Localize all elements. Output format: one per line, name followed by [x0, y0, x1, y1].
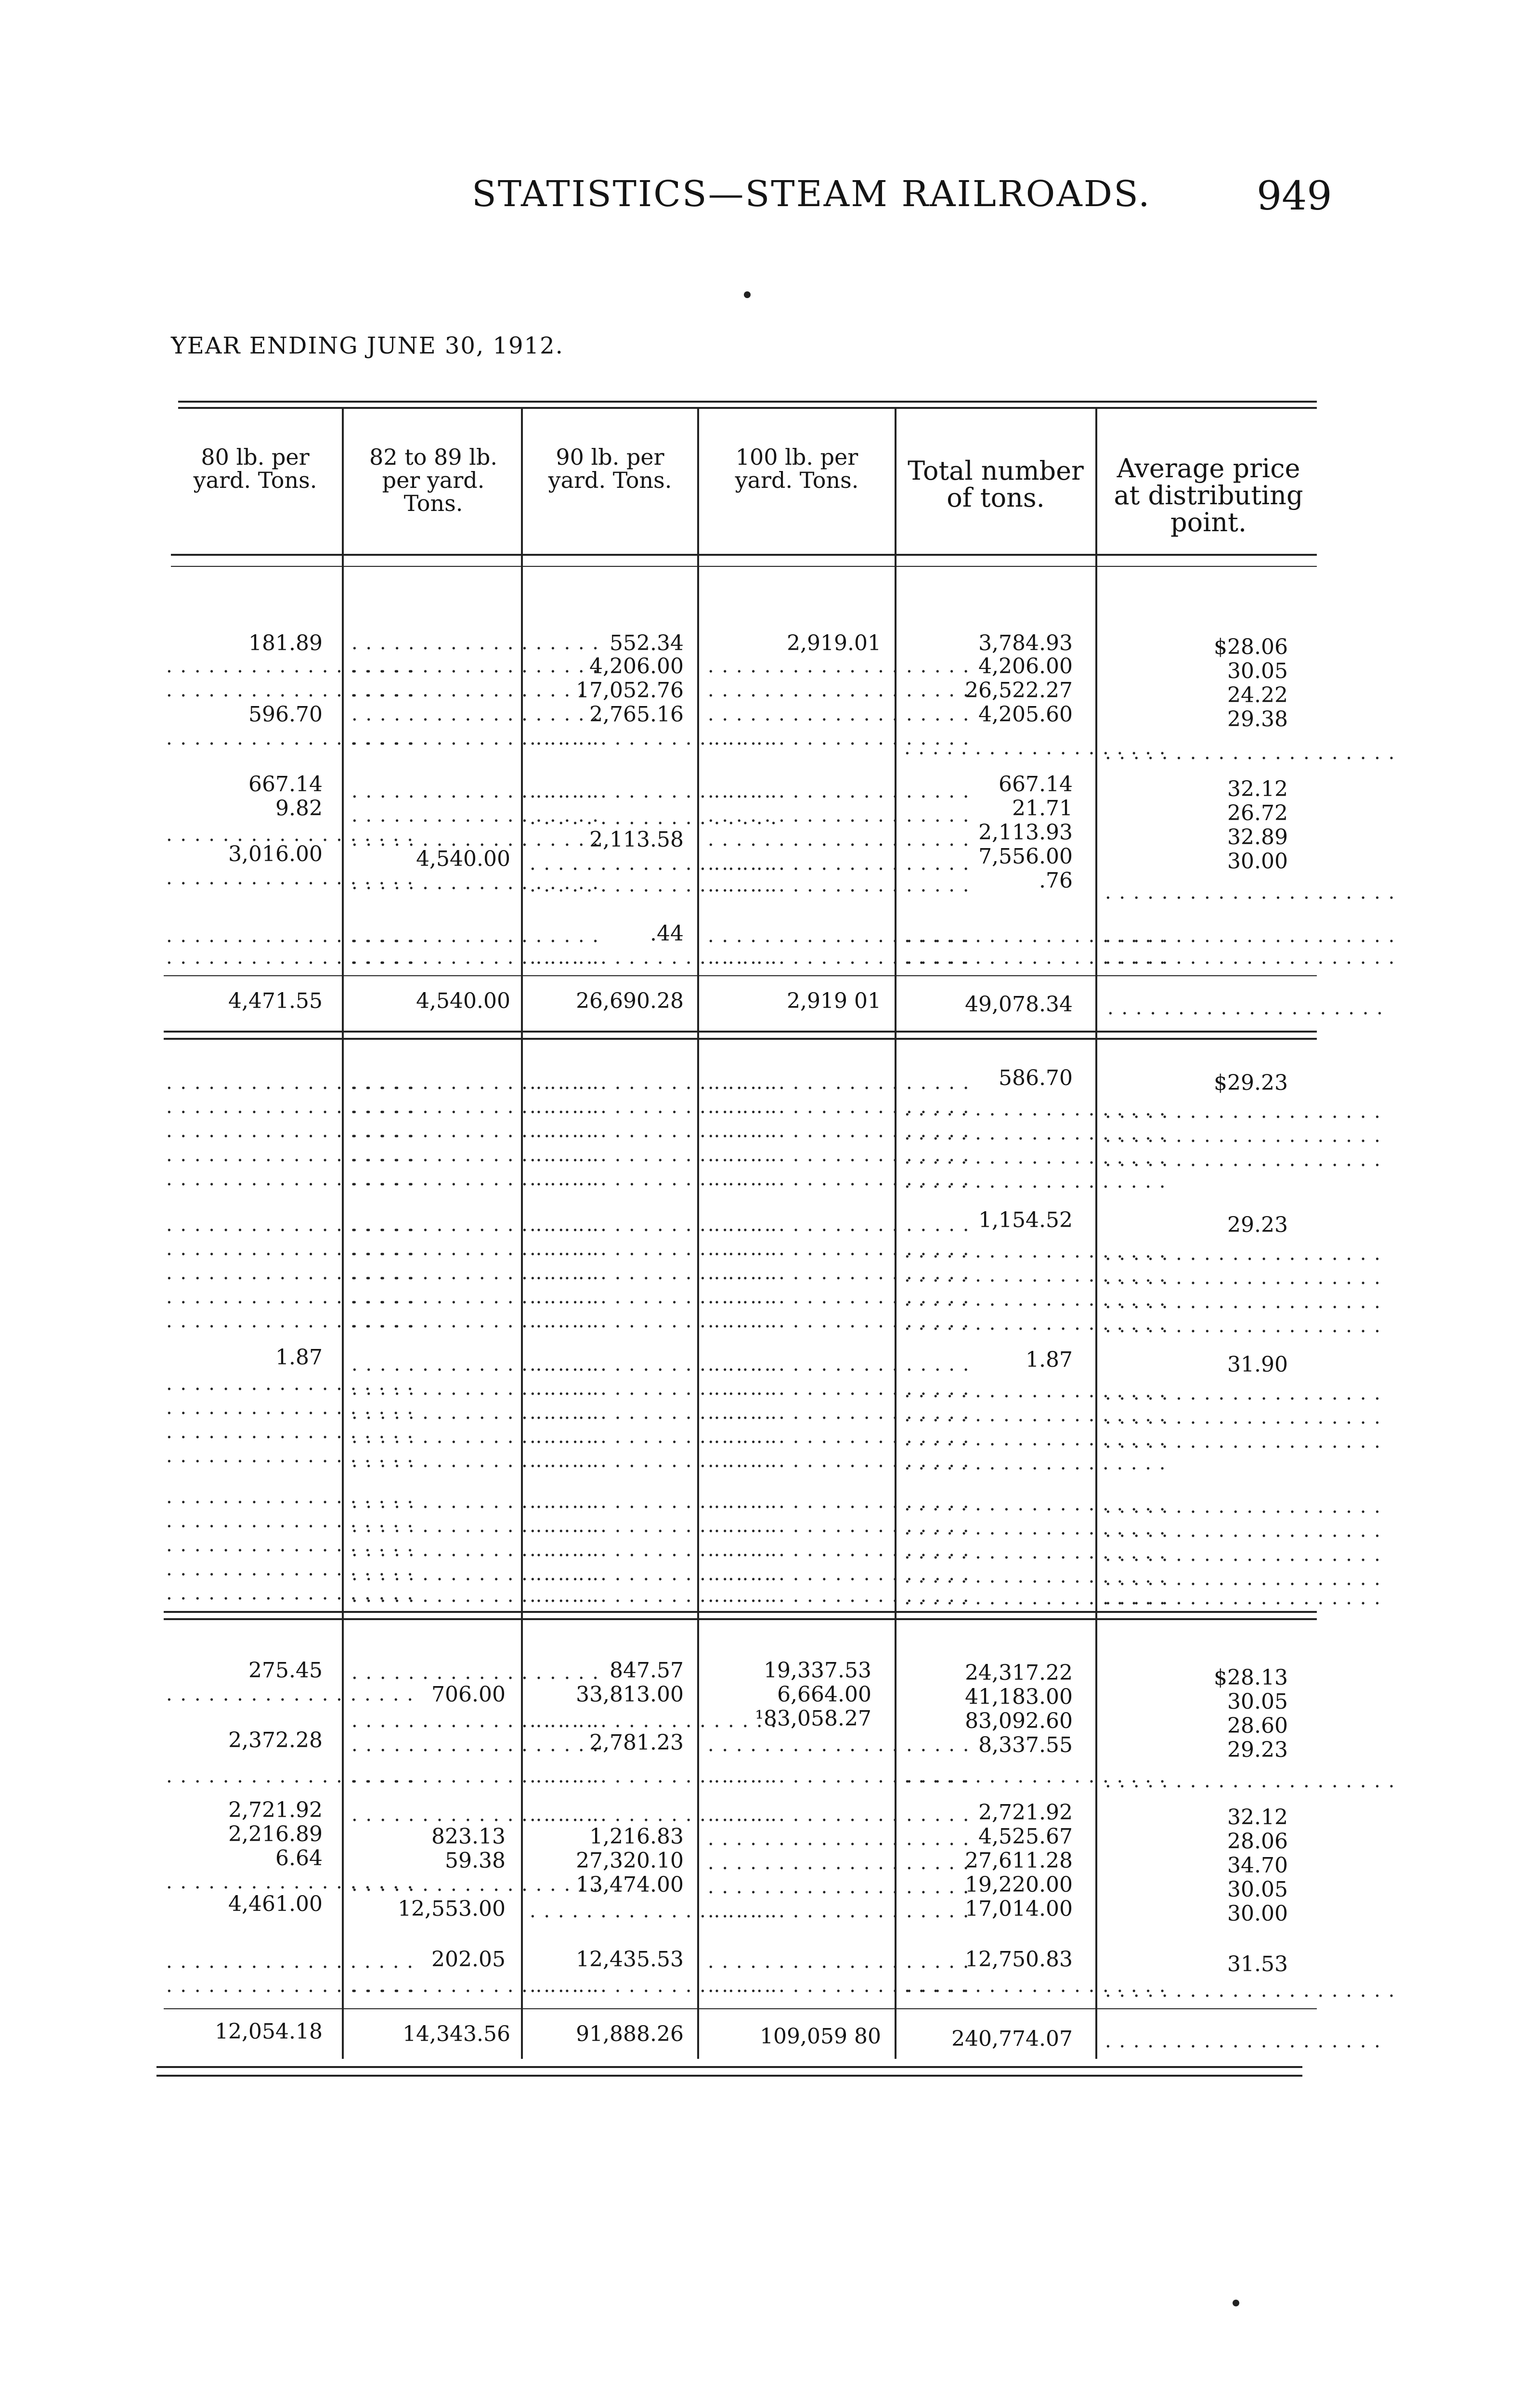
- leader-dots: . . . . . . . . . . . . . . . . . .: [351, 632, 600, 654]
- table-cell: 12,553.00: [398, 1897, 506, 1921]
- leader-dots: . . . . . . . . . . . . . . . . . .: [530, 1353, 778, 1375]
- header-bottom-rule: [171, 554, 1317, 556]
- leader-dots: . . . . . . . . . . . . . . . . . . .: [708, 1426, 970, 1448]
- leader-dots: . . . . . . . . . . . . . . . . . .: [351, 780, 600, 802]
- leader-dots: . . . . . . . . . . . . . . . . . . .: [904, 1240, 1167, 1262]
- leader-dots: . . . . . . . . . . . . . . . . . . . . .: [1105, 742, 1396, 764]
- leader-dots: . . . . . . . . . . . . . . . . . . . .: [1105, 1519, 1381, 1542]
- leader-dots: . . . . . . . . . . . . . . . . . . .: [708, 1876, 970, 1898]
- header-bottom-rule-2: [171, 566, 1317, 567]
- leader-dots: . . . . . . . . . . . . . . . . . . .: [904, 1098, 1167, 1120]
- leader-dots: . . . . . . . . . . . . . . . . . .: [530, 1450, 778, 1472]
- leader-dots: . . . . . . . . . . . . . . . . . .: [351, 1804, 600, 1826]
- leader-dots: . . . . . . . . . . . . . . . . . . . .: [1105, 1544, 1381, 1566]
- leader-dots: . . . . . . . . . . . . . . . . . .: [351, 727, 600, 749]
- table-cell: 31.53: [1227, 1952, 1288, 1976]
- leader-dots: . . . . . . . . . . . . . . . . . .: [166, 1871, 415, 1893]
- table-cell: 30.05: [1227, 659, 1288, 683]
- table-bottom-rule: [156, 2066, 1302, 2068]
- leader-dots: . . . . . . . . . . . . . . . . . . .: [708, 1353, 970, 1375]
- table-cell: 4,206.00: [589, 654, 684, 679]
- subtotal-rule: [164, 975, 1317, 976]
- table-cell: 667.14: [248, 772, 323, 797]
- table-cell: 1.87: [1026, 1348, 1073, 1372]
- leader-dots: . . . . . . . . . . . . . . . . . . .: [708, 1168, 970, 1190]
- leader-dots: . . . . . . . . . . . . . . . . . .: [530, 1262, 778, 1284]
- leader-dots: . . . . . . . . . . . . . . . . . . .: [708, 804, 970, 826]
- table-cell: 24.22: [1227, 683, 1288, 707]
- table-cell: 181.89: [248, 631, 323, 655]
- leader-dots: . . . . . . . . . . . . . . . . . .: [166, 1397, 415, 1419]
- leader-dots: . . . . . . . . . . . . . . . . . .: [530, 1563, 778, 1585]
- table-bottom-rule-2: [156, 2075, 1302, 2077]
- leader-dots: . . . . . . . . . . . . . . . . . . .: [708, 1584, 970, 1607]
- leader-dots: . . . . . . . . . . . . . . . . . . .: [708, 1144, 970, 1166]
- leader-dots: . . . . . . . . . . . . . . . . . . . .: [1105, 1243, 1381, 1265]
- section-rule-2: [164, 1038, 1317, 1040]
- column-header-average-price: Average price at distributing point.: [1114, 453, 1303, 537]
- leader-dots: . . . . . . . . . . . . . . . . . .: [351, 1584, 600, 1607]
- table-cell: 30.00: [1227, 849, 1288, 874]
- table-cell: 27,320.10: [576, 1848, 684, 1873]
- table-cell: 706.00: [431, 1682, 506, 1707]
- table-cell: $28.13: [1214, 1665, 1288, 1690]
- total-cell: 2,919 01: [787, 989, 881, 1013]
- total-cell: 91,888.26: [576, 2022, 684, 2046]
- leader-dots: . . . . . . . . . . . . . . . . . .: [166, 1168, 415, 1190]
- table-cell: 19,220.00: [965, 1872, 1073, 1897]
- table-cell: 4,206.00: [978, 654, 1073, 679]
- table-cell: 667.14: [999, 772, 1073, 797]
- table-cell: 2,372.28: [228, 1728, 323, 1753]
- print-mark: [1233, 2300, 1239, 2306]
- leader-dots: . . . . . . . . . . . . . . . . . .: [166, 1582, 415, 1604]
- leader-dots: . . . . . . . . . . . . . . . . . . .: [904, 1122, 1167, 1144]
- leader-dots: . . . . . . . . . . . . . . . . . .: [166, 1286, 415, 1308]
- leader-dots: . . . . . . . . . . . . . . . . . .: [530, 727, 778, 749]
- leader-dots: . . . . . . . . . . . . . . . . . . .: [904, 1452, 1167, 1474]
- leader-dots: . . . . . . . . . . . . . . . . . .: [530, 1710, 778, 1732]
- leader-dots: . . . . . . . . . . . . . . . . . . .: [708, 1491, 970, 1513]
- table-cell: 30.05: [1227, 1877, 1288, 1902]
- table-cell: 1.87: [275, 1345, 323, 1370]
- table-cell: 823.13: [431, 1824, 506, 1849]
- leader-dots: . . . . . . . . . . . . . . . . . .: [530, 1120, 778, 1142]
- leader-dots: . . . . . . . . . . . . . . . . . . . . .: [1105, 925, 1396, 947]
- leader-dots: . . . . . . . . . . . . . . . . . .: [166, 1950, 415, 1973]
- leader-dots: . . . . . . . . . . . . . . . . . . .: [708, 1734, 970, 1756]
- leader-dots: . . . . . . . . . . . . . . . . . . .: [708, 925, 970, 947]
- table-cell: 275.45: [248, 1658, 323, 1683]
- table-cell: 12,750.83: [965, 1947, 1073, 1972]
- table-cell: 2,919.01: [787, 631, 881, 655]
- leader-dots: . . . . . . . . . . . . . . . . . . .: [904, 1517, 1167, 1539]
- table-cell: 2,721.92: [978, 1800, 1073, 1825]
- leader-dots: . . . . . . . . . . . . . . . . . .: [530, 1286, 778, 1308]
- total-cell: 26,690.28: [576, 989, 684, 1013]
- leader-dots: . . . . . . . . . . . . . . . . . . .: [904, 1565, 1167, 1587]
- column-divider-5: [1095, 407, 1097, 2059]
- leader-dots: . . . . . . . . . . . . . . . . . .: [351, 872, 600, 894]
- page-number: 949: [1257, 173, 1332, 219]
- table-cell: 1,216.83: [589, 1824, 684, 1849]
- table-cell: 6,664.00: [777, 1682, 871, 1707]
- leader-dots: . . . . . . . . . . . . . . . . . . .: [708, 1852, 970, 1874]
- section-rule-2: [164, 1618, 1317, 1620]
- leader-dots: . . . . . . . . . . . . . . . . . .: [530, 1804, 778, 1826]
- table-cell: 552.34: [610, 631, 684, 655]
- leader-dots: . . . . . . . . . . . . . . . . . . . .: [1105, 1267, 1381, 1289]
- leader-dots: . . . . . . . . . . . . . . . . . .: [351, 1144, 600, 1166]
- table-cell: 3,016.00: [228, 842, 323, 866]
- total-cell: 109,059 80: [760, 2024, 881, 2049]
- leader-dots: . . . . . . . . . . . . . . . . . . . .: [1105, 1125, 1381, 1147]
- leader-dots: . . . . . . . . . . . . . . . . . .: [351, 1214, 600, 1236]
- leader-dots: . . . . . . . . . . . . . . . . . .: [530, 1168, 778, 1190]
- leader-dots: . . . . . . . . . . . . . . . . . . .: [904, 1312, 1167, 1335]
- leader-dots: . . . . . . . . . . . . . . . . . . . . .: [1105, 946, 1396, 968]
- leader-dots: . . . . . . . . . . . . . . . . . .: [351, 1450, 600, 1472]
- leader-dots: . . . . . . . . . . . . . . . . . . .: [904, 1146, 1167, 1168]
- table-cell: ¹83,058.27: [755, 1706, 871, 1731]
- leader-dots: . . . . . . . . . . . . . . . . . .: [166, 655, 415, 677]
- leader-dots: . . . . . . . . . . . . . . . . . . . .: [1105, 2030, 1381, 2052]
- column-header-100lb: 100 lb. per yard. Tons.: [735, 444, 859, 493]
- subtotal-rule: [164, 2008, 1317, 2009]
- table-cell: 17,052.76: [576, 678, 684, 703]
- leader-dots: . . . . . . . . . . . . . . . . . . .: [904, 1428, 1167, 1450]
- table-cell: 6.64: [275, 1846, 323, 1871]
- total-cell: 4,471.55: [228, 989, 323, 1013]
- leader-dots: . . . . . . . . . . . . . . . . . .: [351, 1975, 600, 1997]
- leader-dots: . . . . . . . . . . . . . . . . . . .: [904, 1404, 1167, 1426]
- leader-dots: . . . . . . . . . . . . . . . . . . .: [708, 1450, 970, 1472]
- leader-dots: . . . . . . . . . . . . . . . . . .: [351, 655, 600, 677]
- leader-dots: . . . . . . . . . . . . . . . . . .: [351, 1710, 600, 1732]
- table-cell: 2,765.16: [589, 702, 684, 727]
- table-cell: 26.72: [1227, 801, 1288, 825]
- section-rule: [164, 1611, 1317, 1613]
- total-cell: 14,343.56: [403, 2022, 510, 2046]
- leader-dots: . . . . . . . . . . . . . . . . . . . .: [1105, 1149, 1381, 1171]
- print-mark: [744, 291, 751, 298]
- leader-dots: . . . . . . . . . . . . . . . . . .: [530, 1377, 778, 1400]
- leader-dots: . . . . . . . . . . . . . . . . . . .: [708, 1286, 970, 1308]
- leader-dots: . . . . . . . . . . . . . . . . . .: [351, 1401, 600, 1424]
- leader-dots: . . . . . . . . . . . . . . . . . . .: [708, 655, 970, 677]
- leader-dots: . . . . . . . . . . . . . . . . . . .: [708, 1377, 970, 1400]
- table-cell: 4,205.60: [978, 702, 1073, 727]
- leader-dots: . . . . . . . . . . . . . . . . . .: [530, 1426, 778, 1448]
- table-cell: $29.23: [1214, 1071, 1288, 1095]
- leader-dots: . . . . . . . . . . . . . . . . . .: [166, 1445, 415, 1467]
- leader-dots: . . . . . . . . . . . . . . . . . . .: [708, 946, 970, 968]
- table-cell: 4,540.00: [416, 847, 510, 871]
- table-cell: 9.82: [275, 796, 323, 821]
- table-cell: $28.06: [1214, 635, 1288, 659]
- leader-dots: . . . . . . . . . . . . . . . . . .: [166, 1683, 415, 1705]
- leader-dots: . . . . . . . . . . . . . . . . . .: [166, 1214, 415, 1236]
- leader-dots: . . . . . . . . . . . . . . . . . . .: [904, 1264, 1167, 1286]
- leader-dots: . . . . . . . . . . . . . . . . . . .: [708, 1072, 970, 1094]
- leader-dots: . . . . . . . . . . . . . . . . . .: [351, 1377, 600, 1400]
- leader-dots: . . . . . . . . . . . . . . . . . . .: [708, 1310, 970, 1332]
- table-cell: 12,435.53: [576, 1947, 684, 1972]
- leader-dots: . . . . . . . . . . . . . . . . . .: [351, 703, 600, 725]
- leader-dots: . . . . . . . . . . . . . . . . . .: [351, 1310, 600, 1332]
- leader-dots: . . . . . . . . . . . . . . . . . . .: [904, 1587, 1167, 1609]
- leader-dots: . . . . . . . . . . . . . . . . . .: [351, 1662, 600, 1684]
- leader-dots: . . . . . . . . . . . . . . . . . . . .: [1105, 1587, 1381, 1609]
- leader-dots: . . . . . . . . . . . . . . . . . .: [351, 804, 600, 826]
- leader-dots: . . . . . . . . . . . . . . . . . .: [166, 1310, 415, 1332]
- leader-dots: . . . . . . . . . . . . . . . . . . .: [708, 1515, 970, 1537]
- leader-dots: . . . . . . . . . . . . . . . . . . .: [708, 1120, 970, 1142]
- table-top-rule: [178, 401, 1317, 403]
- leader-dots: . . . . . . . . . . . . . . . . . . . .: [1105, 1406, 1381, 1428]
- leader-dots: . . . . . . . . . . . . . . . . . .: [530, 1401, 778, 1424]
- table-cell: 4,525.67: [978, 1824, 1073, 1849]
- table-cell: 7,556.00: [978, 844, 1073, 869]
- column-header-80lb: 80 lb. per yard. Tons.: [193, 444, 317, 493]
- table-cell: 8,337.55: [978, 1733, 1073, 1757]
- table-cell: 17,014.00: [965, 1897, 1073, 1921]
- leader-dots: . . . . . . . . . . . . . . . . . . .: [904, 1975, 1167, 1997]
- table-cell: 32.12: [1227, 1805, 1288, 1830]
- leader-dots: . . . . . . . . . . . . . . . . . . .: [904, 1493, 1167, 1515]
- table-cell: 29.38: [1227, 707, 1288, 732]
- leader-dots: . . . . . . . . . . . . . . . . . . . . .: [1105, 1979, 1396, 2002]
- leader-dots: . . . . . . . . . . . . . . . . . .: [351, 1563, 600, 1585]
- leader-dots: . . . . . . . . . . . . . . . . . . .: [904, 1380, 1167, 1402]
- leader-dots: . . . . . . . . . . . . . . . . . .: [166, 1765, 415, 1787]
- table-cell: 2,216.89: [228, 1822, 323, 1846]
- table-cell: 34.70: [1227, 1853, 1288, 1878]
- leader-dots: . . . . . . . . . . . . . . . . . .: [351, 1765, 600, 1787]
- table-cell: 32.89: [1227, 825, 1288, 850]
- leader-dots: . . . . . . . . . . . . . . . . . .: [530, 1515, 778, 1537]
- page-title: STATISTICS—STEAM RAILROADS.: [472, 173, 1151, 215]
- leader-dots: . . . . . . . . . . . . . . . . . .: [530, 1072, 778, 1094]
- leader-dots: . . . . . . . . . . . . . . . . . . . . .: [1105, 1770, 1396, 1792]
- leader-dots: . . . . . . . . . . . . . . . . . .: [166, 1510, 415, 1532]
- leader-dots: . . . . . . . . . . . . . . . . . .: [166, 946, 415, 968]
- leader-dots: . . . . . . . . . . . . . . . . . . .: [904, 737, 1167, 759]
- leader-dots: . . . . . . . . . . . . . . . . . . .: [708, 703, 970, 725]
- table-cell: 27,611.28: [965, 1848, 1073, 1873]
- leader-dots: . . . . . . . . . . . . . . . . . . .: [708, 679, 970, 701]
- leader-dots: . . . . . . . . . . . . . . . . . . .: [708, 1401, 970, 1424]
- leader-dots: . . . . . . . . . . . . . . . . . .: [166, 1072, 415, 1094]
- table-cell: 586.70: [999, 1066, 1073, 1090]
- leader-dots: . . . . . . . . . . . . . . . . . .: [351, 1353, 600, 1375]
- leader-dots: . . . . . . . . . . . . . . . . . . .: [904, 1288, 1167, 1310]
- leader-dots: . . . . . . . . . . . . . . . . . .: [351, 1238, 600, 1260]
- leader-dots: . . . . . . . . . . . . . . . . . . .: [904, 1170, 1167, 1192]
- table-subtitle: YEAR ENDING JUNE 30, 1912.: [171, 332, 564, 359]
- leader-dots: . . . . . . . . . . . . . . . . . .: [166, 727, 415, 749]
- leader-dots: . . . . . . . . . . . . . . . . . . .: [708, 1214, 970, 1236]
- table-cell: 847.57: [610, 1658, 684, 1683]
- leader-dots: . . . . . . . . . . . . . . . . . . .: [708, 1262, 970, 1284]
- table-cell: 2,721.92: [228, 1798, 323, 1822]
- column-header-total-tons: Total number of tons.: [908, 456, 1084, 513]
- leader-dots: . . . . . . . . . . . . . . . . . .: [530, 1539, 778, 1561]
- leader-dots: . . . . . . . . . . . . . . . . . .: [166, 867, 415, 889]
- section-rule: [164, 1031, 1317, 1033]
- leader-dots: . . . . . . . . . . . . . . . . . .: [166, 1421, 415, 1443]
- leader-dots: . . . . . . . . . . . . . . . . . . . .: [1105, 1382, 1381, 1404]
- leader-dots: . . . . . . . . . . . . . . . . . .: [351, 1286, 600, 1308]
- leader-dots: . . . . . . . . . . . . . . . . . . .: [904, 1765, 1167, 1787]
- leader-dots: . . . . . . . . . . . . . . . . . .: [530, 852, 778, 875]
- table-cell: 13,474.00: [576, 1872, 684, 1897]
- leader-dots: . . . . . . . . . . . . . . . . . .: [530, 874, 778, 896]
- table-cell: 2,113.58: [589, 827, 684, 852]
- table-cell: 32.12: [1227, 777, 1288, 801]
- leader-dots: . . . . . . . . . . . . . . . . . . .: [904, 1541, 1167, 1563]
- leader-dots: . . . . . . . . . . . . . . . . . .: [166, 1262, 415, 1284]
- table-cell: 4,461.00: [228, 1892, 323, 1916]
- leader-dots: . . . . . . . . . . . . . . . . . . . .: [1105, 1315, 1381, 1337]
- leader-dots: . . . . . . . . . . . . . . . . . . .: [708, 1950, 970, 1973]
- leader-dots: . . . . . . . . . . . . . . . . . .: [166, 1238, 415, 1260]
- leader-dots: . . . . . . . . . . . . . . . . . .: [351, 1515, 600, 1537]
- table-cell: 596.70: [248, 702, 323, 727]
- table-cell: 41,183.00: [965, 1685, 1073, 1709]
- leader-dots: . . . . . . . . . . . . . . . . . .: [351, 946, 600, 968]
- leader-dots: . . . . . . . . . . . . . . . . . . . .: [1105, 1495, 1381, 1518]
- leader-dots: . . . . . . . . . . . . . . . . . .: [530, 1096, 778, 1118]
- table-cell: 30.00: [1227, 1901, 1288, 1926]
- leader-dots: . . . . . . . . . . . . . . . . . . .: [708, 1765, 970, 1787]
- leader-dots: . . . . . . . . . . . . . . . . . .: [351, 1120, 600, 1142]
- leader-dots: . . . . . . . . . . . . . . . . . .: [166, 1486, 415, 1508]
- leader-dots: . . . . . . . . . . . . . . . . . . .: [708, 874, 970, 896]
- table-cell: 28.06: [1227, 1829, 1288, 1854]
- leader-dots: . . . . . . . . . . . . . . . . . . .: [708, 1975, 970, 1997]
- leader-dots: . . . . . . . . . . . . . . . . . . .: [708, 1238, 970, 1260]
- leader-dots: . . . . . . . . . . . . . . . . . .: [530, 1584, 778, 1607]
- table-cell: 31.90: [1227, 1352, 1288, 1377]
- table-cell: 59.38: [445, 1848, 506, 1873]
- leader-dots: . . . . . . . . . . . . . . . . . . .: [708, 1563, 970, 1585]
- leader-dots: . . . . . . . . . . . . . . . . . . .: [708, 852, 970, 875]
- column-header-90lb: 90 lb. per yard. Tons.: [548, 444, 672, 493]
- leader-dots: . . . . . . . . . . . . . . . . . .: [166, 1534, 415, 1556]
- leader-dots: . . . . . . . . . . . . . . . . . . .: [708, 828, 970, 851]
- leader-dots: . . . . . . . . . . . . . . . . . .: [351, 925, 600, 947]
- leader-dots: . . . . . . . . . . . . . . . . . .: [351, 1262, 600, 1284]
- leader-dots: . . . . . . . . . . . . . . . . . . . .: [1105, 1430, 1381, 1453]
- leader-dots: . . . . . . . . . . . . . . . . . .: [351, 679, 600, 701]
- leader-dots: . . . . . . . . . . . . . . . . . .: [166, 824, 415, 846]
- leader-dots: . . . . . . . . . . . . . . . . . .: [530, 1765, 778, 1787]
- leader-dots: . . . . . . . . . . . . . . . . . .: [351, 1096, 600, 1118]
- leader-dots: . . . . . . . . . . . . . . . . . .: [166, 925, 415, 947]
- leader-dots: . . . . . . . . . . . . . . . . . .: [166, 1144, 415, 1166]
- leader-dots: . . . . . . . . . . . . . . . . . .: [351, 828, 600, 851]
- table-cell: 19,337.53: [764, 1658, 871, 1683]
- leader-dots: . . . . . . . . . . . . . . . . . .: [530, 1144, 778, 1166]
- leader-dots: . . . . . . . . . . . . . . . . . . .: [708, 1096, 970, 1118]
- leader-dots: . . . . . . . . . . . . . . . . . . . .: [1107, 997, 1384, 1019]
- leader-dots: . . . . . . . . . . . . . . . . . .: [166, 679, 415, 701]
- leader-dots: . . . . . . . . . . . . . . . . . .: [530, 1238, 778, 1260]
- leader-dots: . . . . . . . . . . . . . . . . . .: [530, 807, 778, 829]
- table-cell: 30.05: [1227, 1689, 1288, 1714]
- total-cell: 4,540.00: [416, 989, 510, 1013]
- leader-dots: . . . . . . . . . . . . . . . . . .: [530, 1491, 778, 1513]
- table-top-rule-2: [178, 407, 1317, 409]
- total-cell: 49,078.34: [965, 992, 1073, 1017]
- table-cell: 2,113.93: [978, 820, 1073, 845]
- leader-dots: . . . . . . . . . . . . . . . . . .: [166, 1975, 415, 1997]
- leader-dots: . . . . . . . . . . . . . . . . . .: [166, 1373, 415, 1395]
- table-cell: 33,813.00: [576, 1682, 684, 1707]
- leader-dots: . . . . . . . . . . . . . . . . . .: [351, 1873, 600, 1896]
- leader-dots: . . . . . . . . . . . . . . . . . . .: [708, 1804, 970, 1826]
- leader-dots: . . . . . . . . . . . . . . . . . .: [166, 1096, 415, 1118]
- leader-dots: . . . . . . . . . . . . . . . . . . . . .: [1105, 881, 1396, 903]
- table-cell: 28.60: [1227, 1714, 1288, 1738]
- table-cell: 26,522.27: [965, 678, 1073, 703]
- leader-dots: . . . . . . . . . . . . . . . . . .: [351, 1168, 600, 1190]
- leader-dots: . . . . . . . . . . . . . . . . . . . .: [1105, 1100, 1381, 1123]
- table-cell: 29.23: [1227, 1738, 1288, 1762]
- leader-dots: . . . . . . . . . . . . . . . . . . .: [708, 780, 970, 802]
- leader-dots: . . . . . . . . . . . . . . . . . . .: [904, 946, 1167, 968]
- table-cell: 83,092.60: [965, 1709, 1073, 1733]
- leader-dots: . . . . . . . . . . . . . . . . . .: [351, 1539, 600, 1561]
- table-cell: 3,784.93: [978, 631, 1073, 655]
- column-header-82-89lb: 82 to 89 lb. per yard. Tons.: [369, 444, 497, 516]
- leader-dots: . . . . . . . . . . . . . . . . . . .: [708, 727, 970, 749]
- leader-dots: . . . . . . . . . . . . . . . . . . .: [708, 1539, 970, 1561]
- leader-dots: . . . . . . . . . . . . . . . . . .: [351, 1491, 600, 1513]
- leader-dots: . . . . . . . . . . . . . . . . . .: [530, 1900, 778, 1922]
- leader-dots: . . . . . . . . . . . . . . . . . . .: [708, 1828, 970, 1850]
- table-cell: .76: [1039, 868, 1073, 893]
- leader-dots: . . . . . . . . . . . . . . . . . . .: [904, 925, 1167, 947]
- leader-dots: . . . . . . . . . . . . . . . . . .: [351, 1072, 600, 1094]
- total-cell: 12,054.18: [215, 2019, 323, 2044]
- leader-dots: . . . . . . . . . . . . . . . . . . . .: [1105, 1291, 1381, 1313]
- leader-dots: . . . . . . . . . . . . . . . . . .: [530, 946, 778, 968]
- leader-dots: . . . . . . . . . . . . . . . . . .: [530, 780, 778, 802]
- table-cell: 29.23: [1227, 1213, 1288, 1237]
- table-cell: 21.71: [1012, 796, 1073, 821]
- leader-dots: . . . . . . . . . . . . . . . . . .: [351, 1734, 600, 1756]
- leader-dots: . . . . . . . . . . . . . . . . . .: [530, 1975, 778, 1997]
- table-cell: 1,154.52: [978, 1208, 1073, 1232]
- leader-dots: . . . . . . . . . . . . . . . . . .: [530, 1310, 778, 1332]
- leader-dots: . . . . . . . . . . . . . . . . . .: [530, 1214, 778, 1236]
- table-cell: .44: [650, 921, 684, 946]
- table-cell: 2,781.23: [589, 1730, 684, 1755]
- total-cell: 240,774.07: [951, 2027, 1073, 2051]
- leader-dots: . . . . . . . . . . . . . . . . . .: [166, 1558, 415, 1580]
- table-cell: 24,317.22: [965, 1661, 1073, 1685]
- leader-dots: . . . . . . . . . . . . . . . . . . . .: [1105, 1568, 1381, 1590]
- leader-dots: . . . . . . . . . . . . . . . . . .: [166, 1120, 415, 1142]
- table-cell: 202.05: [431, 1947, 506, 1972]
- leader-dots: . . . . . . . . . . . . . . . . . .: [351, 1426, 600, 1448]
- leader-dots: . . . . . . . . . . . . . . . . . . .: [708, 1900, 970, 1922]
